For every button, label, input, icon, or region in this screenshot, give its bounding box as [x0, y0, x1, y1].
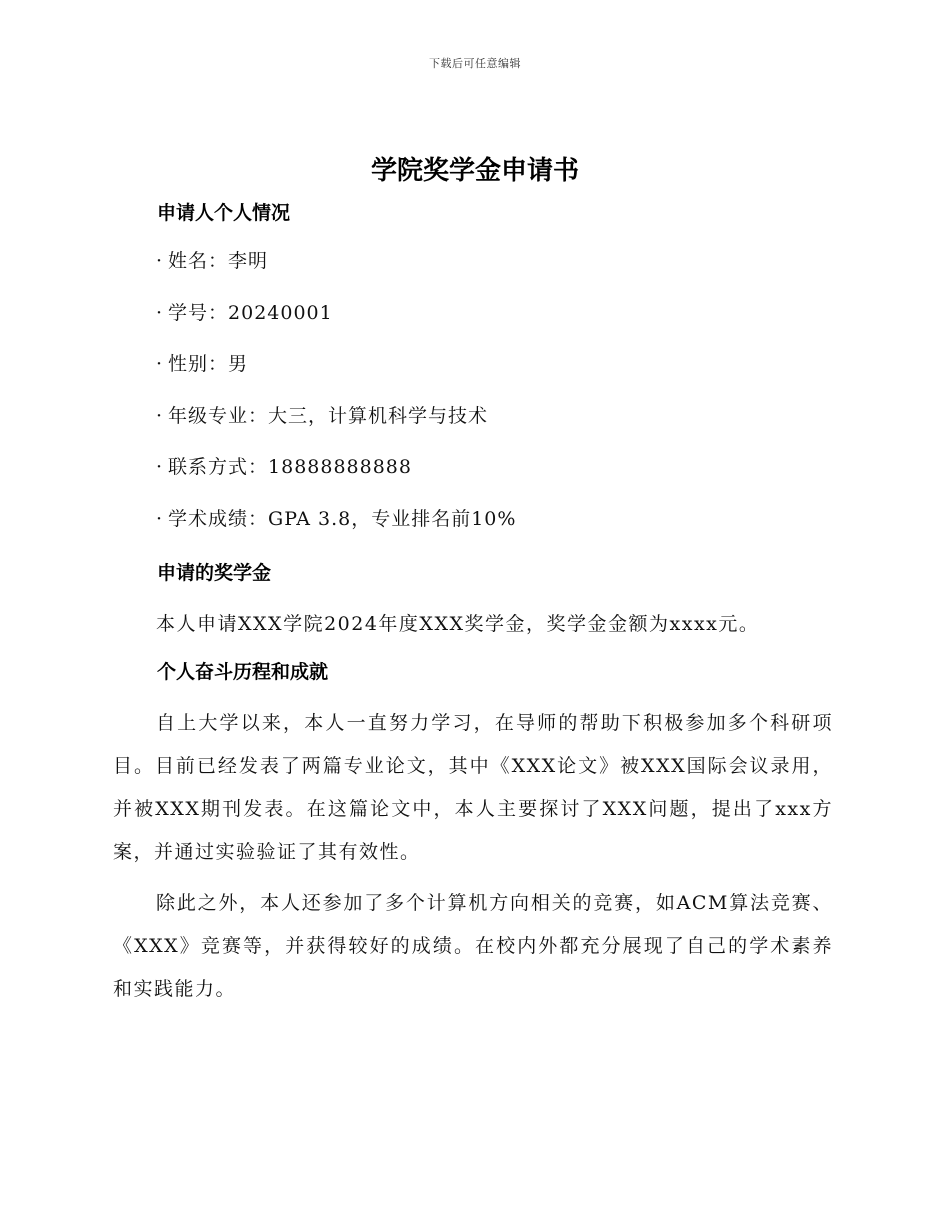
bullet: · — [156, 250, 164, 272]
spacer — [113, 646, 833, 654]
bullet: · — [156, 507, 164, 530]
section-heading-scholarship: 申请的奖学金 — [157, 562, 272, 584]
achievements-paragraph-1: 自上大学以来，本人一直努力学习，在导师的帮助下积极参加多个科研项目。目前已经发表了两篇专业论文，其中《XXX论文》被XXX国际会议录用，并被XXX期刊发表。在这篇论文中，本人主要探讨了XXX问题，提出了xxx方案，并通过实验验证了其有效性。 — [113, 712, 833, 863]
bullet: · — [156, 404, 164, 427]
info-item-grade-major — [156, 391, 833, 443]
bullet: · — [156, 353, 164, 375]
info-item-academic — [156, 494, 833, 546]
bullet: · — [156, 301, 164, 324]
header-note: 下载后可任意编辑 — [429, 57, 521, 70]
info-value: 20240001 — [228, 301, 333, 324]
info-item-gender — [156, 339, 833, 391]
info-label: 性别： — [168, 353, 229, 375]
info-label: 学术成绩： — [168, 507, 269, 530]
info-value: 李明 — [228, 250, 269, 272]
info-value: 大三，计算机科学与技术 — [268, 404, 489, 427]
info-label: 联系方式： — [168, 456, 269, 478]
document-title: 学院奖学金申请书 — [370, 156, 579, 186]
section-heading-achievements: 个人奋斗历程和成就 — [157, 661, 329, 683]
info-label: 学号： — [168, 301, 229, 324]
info-value: 男 — [228, 353, 249, 375]
document-body — [113, 195, 833, 1011]
bullet: · — [156, 456, 164, 478]
scholarship-paragraph: 本人申请XXX学院2024年度XXX奖学金，奖学金金额为xxxx元。 — [156, 613, 760, 635]
info-item-student-id — [156, 288, 833, 340]
info-label: 姓名： — [168, 250, 229, 272]
spacer — [113, 545, 833, 555]
achievements-paragraph-2: 除此之外，本人还参加了多个计算机方向相关的竞赛，如ACM算法竞赛、《XXX》竞赛等，并获得较好的成绩。在校内外都充分展现了自己的学术素养和实践能力。 — [113, 892, 833, 1000]
info-value: GPA 3.8，专业排名前10% — [268, 507, 517, 530]
info-value: 18888888888 — [268, 456, 412, 478]
section-heading-personal: 申请人个人情况 — [157, 202, 291, 224]
info-label: 年级专业： — [168, 404, 269, 427]
info-item-contact — [156, 442, 833, 494]
personal-info-list — [113, 236, 833, 545]
info-item-name — [156, 236, 833, 288]
